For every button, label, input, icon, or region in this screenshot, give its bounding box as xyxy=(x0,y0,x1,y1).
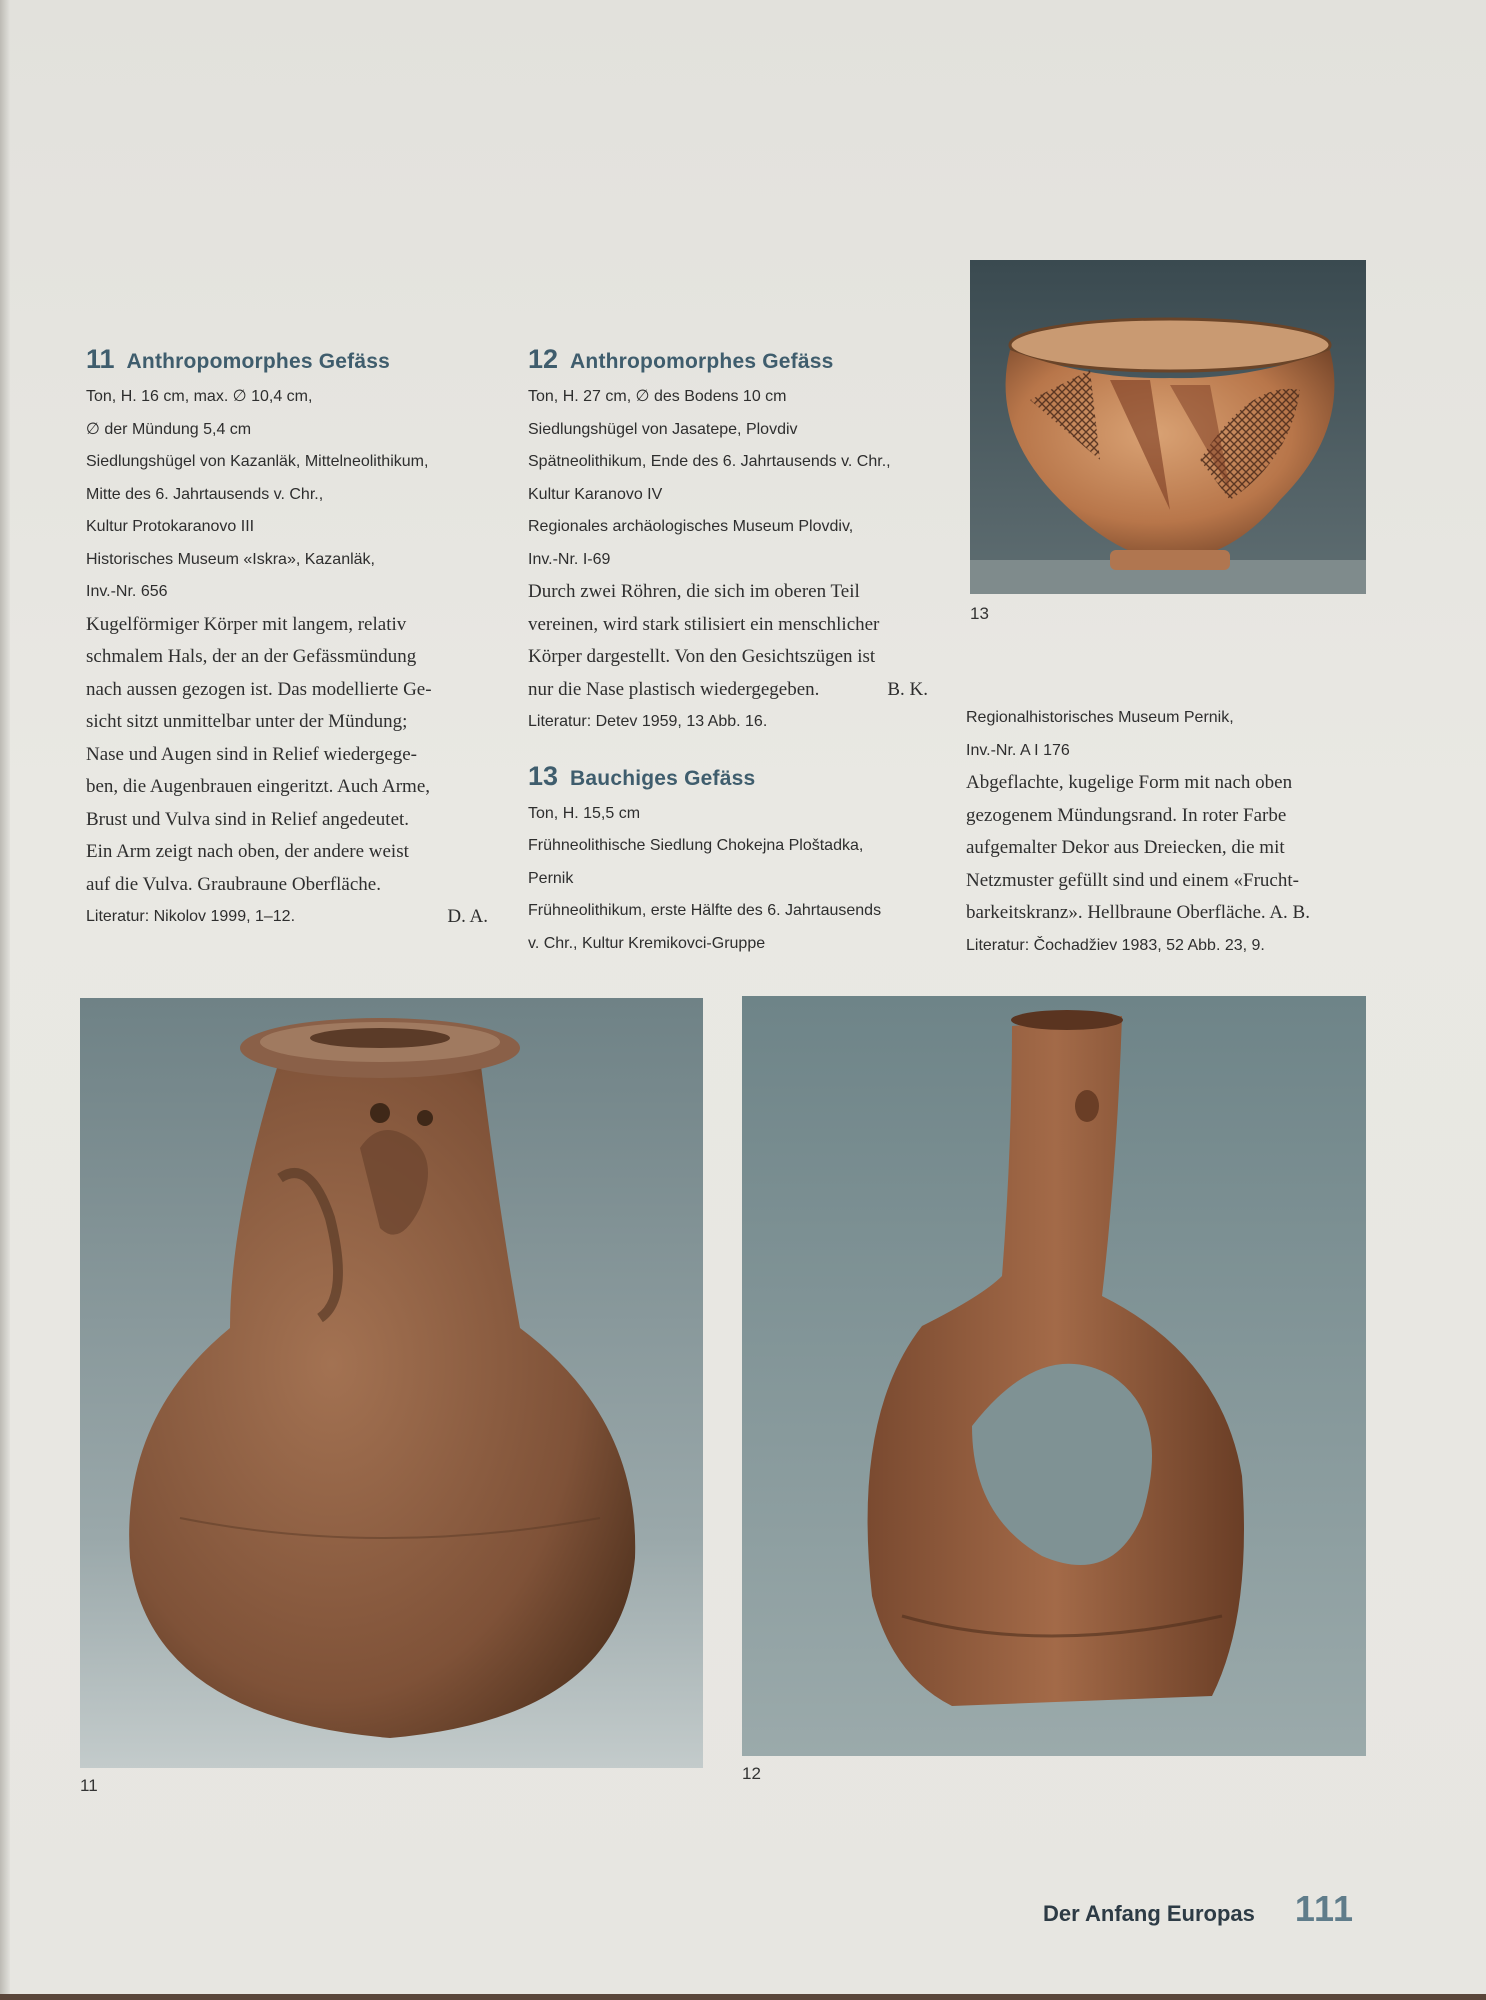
entry-11-body-line: nach aussen gezogen ist. Das modellierte Ge- xyxy=(86,678,432,700)
entry-13-title: Bauchiges Gefäss xyxy=(570,766,756,790)
entry-13-meta-line: Regionalhistorisches Museum Pernik, xyxy=(966,709,1234,726)
vessel-12-illustration xyxy=(742,996,1366,1756)
entry-13-body-line: aufgemalter Dekor aus Dreiecken, die mit xyxy=(966,837,1285,858)
entry-11-meta-line: Historisches Museum «Iskra», Kazanläk, xyxy=(86,550,375,568)
entry-13-number: 13 xyxy=(528,760,559,791)
page-number: 111 xyxy=(1294,1888,1354,1929)
entry-12-meta-line: Spätneolithikum, Ende des 6. Jahrtausends v. Chr., xyxy=(528,453,891,470)
entry-12-meta-line: Siedlungshügel von Jasatepe, Plovdiv xyxy=(528,420,798,438)
entry-11-meta-line: ∅ der Mündung 5,4 cm xyxy=(86,420,252,438)
photo-12-caption: 12 xyxy=(742,1764,761,1783)
entry-13-heading xyxy=(528,761,928,792)
entry-11-body-line: Nase und Augen sind in Relief wiedergege- xyxy=(86,743,418,765)
entry-11-body-line: ben, die Augenbrauen eingeritzt. Auch Arme, xyxy=(86,776,431,797)
entry-11-body-line: auf die Vulva. Graubraune Oberfläche. xyxy=(86,873,381,895)
entry-12-literature: Literatur: Detev 1959, 13 Abb. 16. xyxy=(528,713,768,730)
entry-12-meta-line: Regionales archäologisches Museum Plovdiv, xyxy=(528,518,854,535)
entry-13-body-line: Netzmuster gefüllt sind und einem «Frucht- xyxy=(966,869,1299,891)
photo-12-ring-vessel xyxy=(742,996,1366,1756)
photo-11-anthropomorphic-vessel xyxy=(80,998,703,1768)
entry-11-body-line: schmalem Hals, der an der Gefässmündung xyxy=(86,646,417,667)
entry-11-meta-line: Ton, H. 16 cm, max. ∅ 10,4 cm, xyxy=(86,388,313,405)
entry-12-meta-line: Kultur Karanovo IV xyxy=(528,485,663,503)
entry-13-meta-line: v. Chr., Kultur Kremikovci-Gruppe xyxy=(528,934,766,952)
photo-13-bowl xyxy=(970,260,1366,594)
entry-12-body-line: Durch zwei Röhren, die sich im oberen Teil xyxy=(528,581,860,602)
entry-12-body-line: Körper dargestellt. Von den Gesichtszügen ist xyxy=(528,646,876,667)
photo-11-caption: 11 xyxy=(80,1776,98,1795)
entry-11-meta-line: Siedlungshügel von Kazanläk, Mittelneolithikum, xyxy=(86,453,429,470)
entry-13-body-line: barkeitskranz». Hellbraune Oberfläche. A. B. xyxy=(966,902,1310,923)
entry-12-author-initials: B. K. xyxy=(887,678,928,700)
entry-12-heading xyxy=(528,344,928,375)
entry-13-continued xyxy=(966,702,1366,962)
entry-12-meta-line: Inv.-Nr. I-69 xyxy=(528,550,611,568)
page-footer xyxy=(1043,1888,1354,1930)
entry-11-body-line: Ein Arm zeigt nach oben, der andere weist xyxy=(86,841,409,862)
entry-13-meta-line: Inv.-Nr. A I 176 xyxy=(966,741,1070,759)
running-footer-title: Der Anfang Europas xyxy=(1043,1901,1255,1926)
entry-12-body-line: vereinen, wird stark stilisiert ein menschlicher xyxy=(528,613,880,635)
entry-13-body-line: Abgeflachte, kugelige Form mit nach oben xyxy=(966,772,1293,793)
entry-12 xyxy=(528,344,928,960)
entry-11-body-line: Brust und Vulva sind in Relief angedeutet. xyxy=(86,808,410,830)
entry-11-meta-line: Kultur Protokaranovo III xyxy=(86,518,255,535)
entry-11-meta-line: Mitte des 6. Jahrtausends v. Chr., xyxy=(86,485,324,503)
entry-13-meta-line: Frühneolithikum, erste Hälfte des 6. Jahrtausends xyxy=(528,902,882,919)
photo-13-caption: 13 xyxy=(970,604,989,623)
entry-12-title: Anthropomorphes Gefäss xyxy=(570,350,834,373)
entry-11 xyxy=(86,344,488,934)
entry-11-heading xyxy=(86,344,488,375)
entry-13-meta-line: Frühneolithische Siedlung Chokejna Ploštadka, xyxy=(528,837,864,854)
entry-12-body-line: nur die Nase plastisch wiedergegeben. xyxy=(528,678,820,700)
entry-12-body-last-row xyxy=(528,674,928,707)
entry-13-body-line: gezogenem Mündungsrand. In roter Farbe xyxy=(966,804,1287,826)
entry-11-body-line: sicht sitzt unmittelbar unter der Mündung; xyxy=(86,711,408,732)
entry-11-title: Anthropomorphes Gefäss xyxy=(126,350,390,373)
entry-11-literature: Literatur: Nikolov 1999, 1–12. xyxy=(86,908,296,925)
entry-11-literature-row xyxy=(86,901,488,934)
entry-11-body-line: Kugelförmiger Körper mit langem, relativ xyxy=(86,613,407,635)
entry-12-meta-line: Ton, H. 27 cm, ∅ des Bodens 10 cm xyxy=(528,388,787,405)
entry-11-meta-line: Inv.-Nr. 656 xyxy=(86,583,168,600)
entry-11-number: 11 xyxy=(86,344,115,374)
entry-13 xyxy=(528,761,928,961)
bowl-illustration xyxy=(970,260,1366,594)
page-spine-shadow xyxy=(0,0,10,2000)
entry-13-literature: Literatur: Čochadžiev 1983, 52 Abb. 23, 9. xyxy=(966,936,1265,954)
entry-13-meta-line: Ton, H. 15,5 cm xyxy=(528,804,641,822)
entry-13-meta-line: Pernik xyxy=(528,869,574,887)
page-bottom-edge xyxy=(0,1994,1486,2000)
vessel-11-illustration xyxy=(80,998,703,1768)
entry-12-number: 12 xyxy=(528,344,559,374)
entry-11-author-initials: D. A. xyxy=(447,906,488,927)
